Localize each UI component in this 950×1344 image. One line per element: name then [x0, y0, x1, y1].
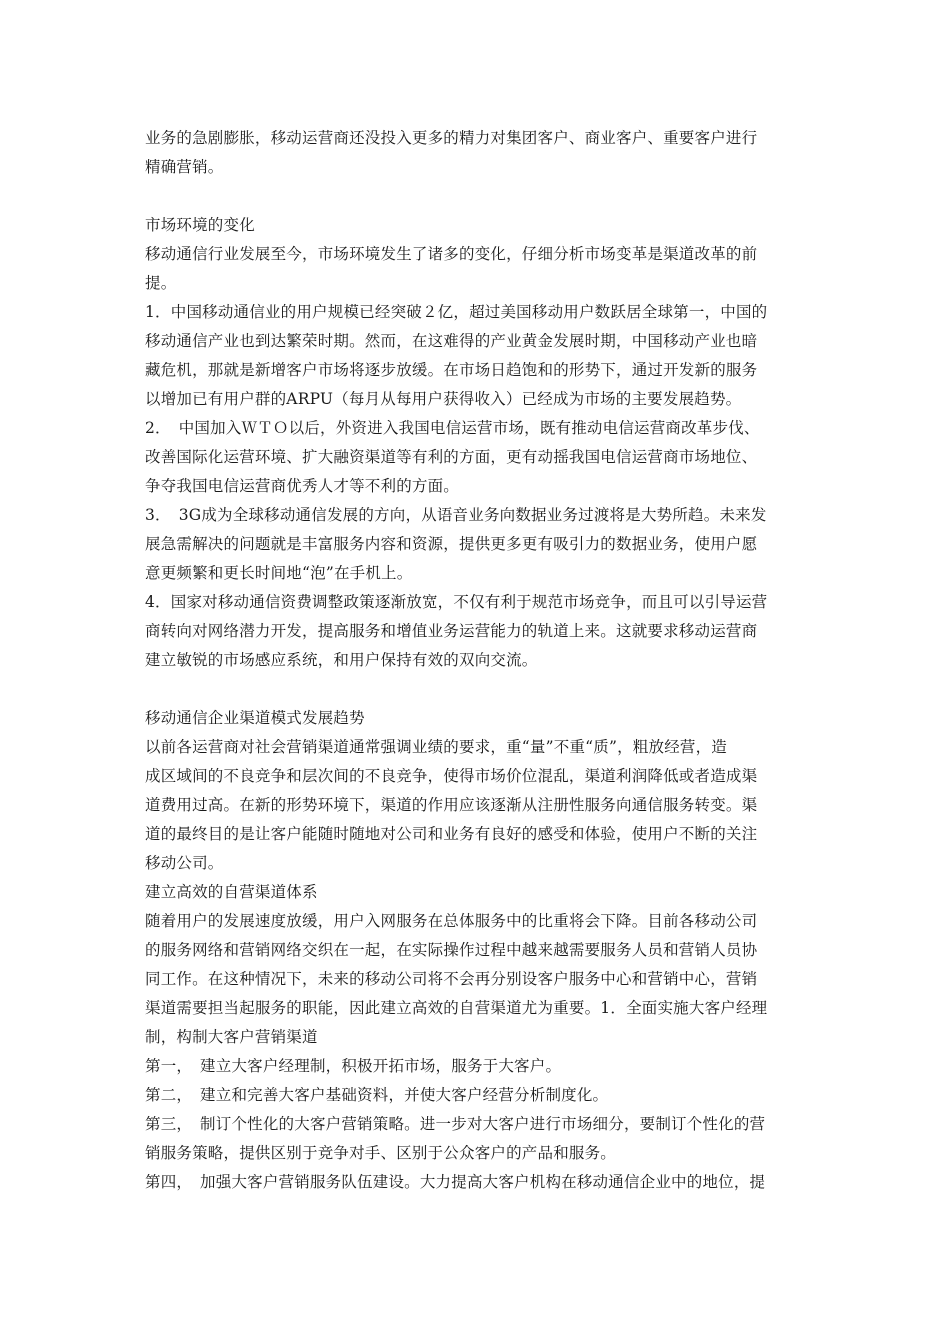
- text-line: 移动通信产业也到达繁荣时期。然而，在这难得的产业黄金发展时期，中国移动产业也暗: [145, 332, 758, 350]
- text-line: 4．国家对移动通信资费调整政策逐渐放宽，不仅有利于规范市场竞争，而且可以引导运营: [145, 593, 768, 611]
- text-line: 改善国际化运营环境、扩大融资渠道等有利的方面，更有动摇我国电信运营商市场地位、: [145, 448, 758, 466]
- text-line: 移动通信行业发展至今，市场环境发生了诸多的变化，仔细分析市场变革是渠道改革的前: [145, 245, 758, 263]
- text-line: 业务的急剧膨胀，移动运营商还没投入更多的精力对集团客户、商业客户、重要客户进行: [145, 129, 758, 147]
- text-line: 2． 中国加入ＷＴＯ以后，外资进入我国电信运营市场，既有推动电信运营商改革步伐、: [145, 419, 760, 437]
- text-line: 的服务网络和营销网络交织在一起，在实际操作过程中越来越需要服务人员和营销人员协: [145, 941, 758, 959]
- text-line: 以增加已有用户群的ARPU（每月从每用户获得收入）已经成为市场的主要发展趋势。: [145, 390, 742, 408]
- text-line: 商转向对网络潜力开发，提高服务和增值业务运营能力的轨道上来。这就要求移动运营商: [145, 622, 758, 640]
- text-line: 道费用过高。在新的形势环境下，渠道的作用应该逐渐从注册性服务向通信服务转变。渠: [145, 796, 758, 814]
- list-item: 第四， 加强大客户营销服务队伍建设。大力提高大客户机构在移动通信企业中的地位，提: [145, 1173, 766, 1191]
- text-line: 精确营销。: [145, 158, 224, 176]
- text-line: 藏危机，那就是新增客户市场将逐步放缓。在市场日趋饱和的形势下，通过开发新的服务: [145, 361, 758, 379]
- text-line: 渠道需要担当起服务的职能，因此建立高效的自营渠道尤为重要。1．全面实施大客户经理: [145, 999, 768, 1017]
- text-line: 提。: [145, 274, 177, 292]
- section-heading: 市场环境的变化: [145, 216, 255, 234]
- text-line: 以前各运营商对社会营销渠道通常强调业绩的要求，重“量”不重“质”，粗放经营，造: [145, 738, 727, 756]
- text-line: 销服务策略，提供区别于竞争对手、区别于公众客户的产品和服务。: [145, 1144, 617, 1162]
- text-line: 制，构制大客户营销渠道: [145, 1028, 318, 1046]
- text-line: 意更频繁和更长时间地“泡”在手机上。: [145, 564, 413, 582]
- list-item: 第三， 制订个性化的大客户营销策略。进一步对大客户进行市场细分，要制订个性化的营: [145, 1115, 766, 1133]
- text-line: 展急需解决的问题就是丰富服务内容和资源，提供更多更有吸引力的数据业务，使用户愿: [145, 535, 758, 553]
- text-line: 移动公司。: [145, 854, 224, 872]
- text-line: 同工作。在这种情况下，未来的移动公司将不会再分别设客户服务中心和营销中心，营销: [145, 970, 758, 988]
- text-line: 成区域间的不良竞争和层次间的不良竞争，使得市场价位混乱，渠道利润降低或者造成渠: [145, 767, 758, 785]
- text-line: 道的最终目的是让客户能随时随地对公司和业务有良好的感受和体验，使用户不断的关注: [145, 825, 758, 843]
- text-line: 3． 3G成为全球移动通信发展的方向，从语音业务向数据业务过渡将是大势所趋。未来发: [145, 506, 767, 524]
- text-line: 随着用户的发展速度放缓，用户入网服务在总体服务中的比重将会下降。目前各移动公司: [145, 912, 758, 930]
- list-item: 第一， 建立大客户经理制，积极开拓市场，服务于大客户。: [145, 1057, 562, 1075]
- text-line: 建立敏锐的市场感应系统，和用户保持有效的双向交流。: [145, 651, 538, 669]
- text-line: 1．中国移动通信业的用户规模已经突破２亿，超过美国移动用户数跃居全球第一，中国的: [145, 303, 768, 321]
- section-heading: 建立高效的自营渠道体系: [145, 883, 318, 901]
- section-heading: 移动通信企业渠道模式发展趋势: [145, 709, 365, 727]
- list-item: 第二， 建立和完善大客户基础资料，并使大客户经营分析制度化。: [145, 1086, 609, 1104]
- text-line: 争夺我国电信运营商优秀人才等不利的方面。: [145, 477, 460, 495]
